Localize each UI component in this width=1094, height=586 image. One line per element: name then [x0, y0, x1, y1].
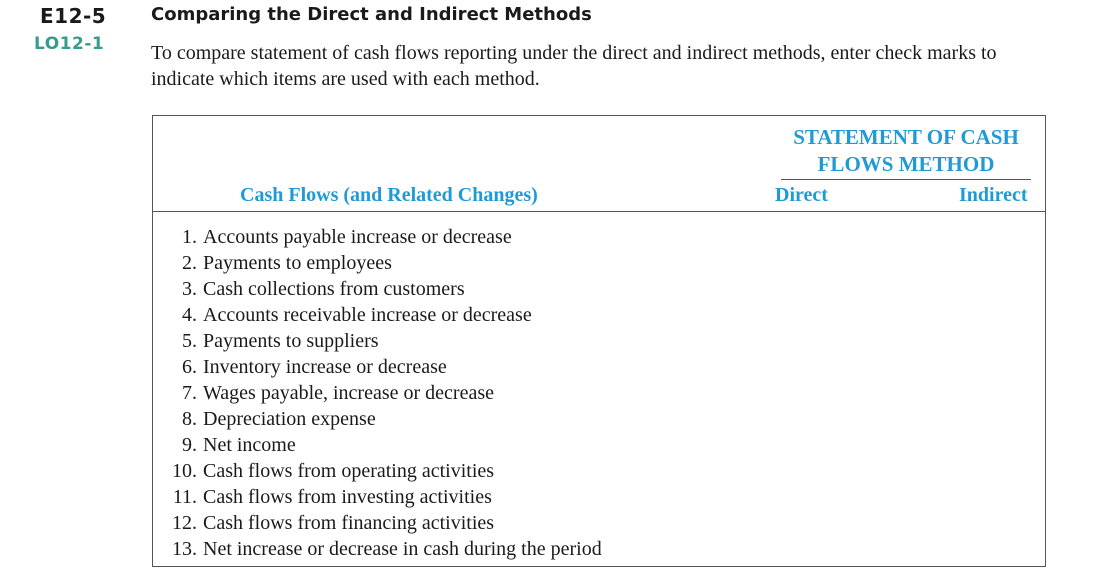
indirect-check-cell[interactable]: [983, 305, 1003, 325]
row-label: Cash flows from financing activities: [203, 512, 495, 534]
row-label: Net increase or decrease in cash during the period: [203, 538, 602, 560]
direct-check-cell[interactable]: [793, 305, 813, 325]
learning-objective: LO12-1: [34, 34, 105, 54]
indirect-check-cell[interactable]: [983, 435, 1003, 455]
table-row: [153, 536, 602, 562]
exercise-instructions: To compare statement of cash flows reporting under the direct and indirect methods, enter check marks to indicate which items are used with each method.: [151, 42, 997, 90]
method-group-header: STATEMENT OF CASH FLOWS METHOD: [793, 125, 1019, 176]
cash-flow-items-list: [153, 224, 602, 562]
direct-check-cell[interactable]: [793, 409, 813, 429]
direct-check-cell[interactable]: [793, 487, 813, 507]
direct-check-cell[interactable]: [793, 227, 813, 247]
column-header-direct: Direct: [775, 184, 828, 206]
row-number: 8.: [182, 408, 197, 430]
direct-check-cell[interactable]: [793, 435, 813, 455]
direct-check-cell[interactable]: [793, 279, 813, 299]
row-number: 9.: [182, 434, 197, 456]
row-label: Accounts payable increase or decrease: [203, 226, 512, 248]
table-row: [153, 380, 602, 406]
table-row: [153, 432, 602, 458]
indirect-check-cell[interactable]: [983, 487, 1003, 507]
row-number: 7.: [182, 382, 197, 404]
exercise-title: Comparing the Direct and Indirect Methods: [151, 4, 592, 25]
indirect-check-cell[interactable]: [983, 279, 1003, 299]
indirect-check-cell[interactable]: [983, 253, 1003, 273]
table-row: [153, 458, 602, 484]
table-row: [153, 224, 602, 250]
row-label: Cash flows from operating activities: [203, 460, 495, 482]
row-number: 10.: [172, 460, 197, 482]
row-label: Wages payable, increase or decrease: [203, 382, 494, 404]
direct-check-cell[interactable]: [793, 513, 813, 533]
row-label: Depreciation expense: [203, 408, 376, 430]
direct-check-cell[interactable]: [793, 539, 813, 559]
table-row: [153, 406, 602, 432]
indirect-check-cell[interactable]: [983, 227, 1003, 247]
indirect-check-cell[interactable]: [983, 409, 1003, 429]
cash-flow-method-table: [152, 115, 1046, 567]
row-number: 3.: [182, 278, 197, 300]
column-header-indirect: Indirect: [959, 184, 1028, 206]
indirect-check-cell[interactable]: [983, 539, 1003, 559]
row-label: Cash collections from customers: [203, 278, 465, 300]
exercise-code: E12-5: [40, 4, 107, 28]
table-row: [153, 484, 602, 510]
table-row: [153, 302, 602, 328]
column-header-items: Cash Flows (and Related Changes): [240, 184, 538, 206]
direct-check-cell[interactable]: [793, 357, 813, 377]
row-number: 5.: [182, 330, 197, 352]
direct-check-cell[interactable]: [793, 383, 813, 403]
row-number: 4.: [182, 304, 197, 326]
indirect-check-cell[interactable]: [983, 357, 1003, 377]
table-row: [153, 510, 602, 536]
row-number: 1.: [182, 226, 197, 248]
indirect-check-cell[interactable]: [983, 331, 1003, 351]
row-label: Payments to employees: [203, 252, 392, 274]
direct-check-cell[interactable]: [793, 331, 813, 351]
indirect-check-cell[interactable]: [983, 383, 1003, 403]
table-row: [153, 328, 602, 354]
row-label: Accounts receivable increase or decrease: [203, 304, 532, 326]
direct-check-cell[interactable]: [793, 253, 813, 273]
table-row: [153, 250, 602, 276]
table-row: [153, 276, 602, 302]
table-row: [153, 354, 602, 380]
header-divider: [153, 211, 1045, 212]
row-label: Net income: [203, 434, 296, 456]
row-number: 11.: [172, 486, 197, 508]
direct-check-cell[interactable]: [793, 461, 813, 481]
row-number: 2.: [182, 252, 197, 274]
group-header-rule: [781, 179, 1031, 180]
indirect-check-cell[interactable]: [983, 513, 1003, 533]
row-label: Inventory increase or decrease: [203, 356, 447, 378]
row-label: Cash flows from investing activities: [203, 486, 492, 508]
row-number: 12.: [172, 512, 197, 534]
indirect-check-cell[interactable]: [983, 461, 1003, 481]
row-number: 6.: [182, 356, 197, 378]
row-number: 13.: [172, 538, 197, 560]
row-label: Payments to suppliers: [203, 330, 379, 352]
